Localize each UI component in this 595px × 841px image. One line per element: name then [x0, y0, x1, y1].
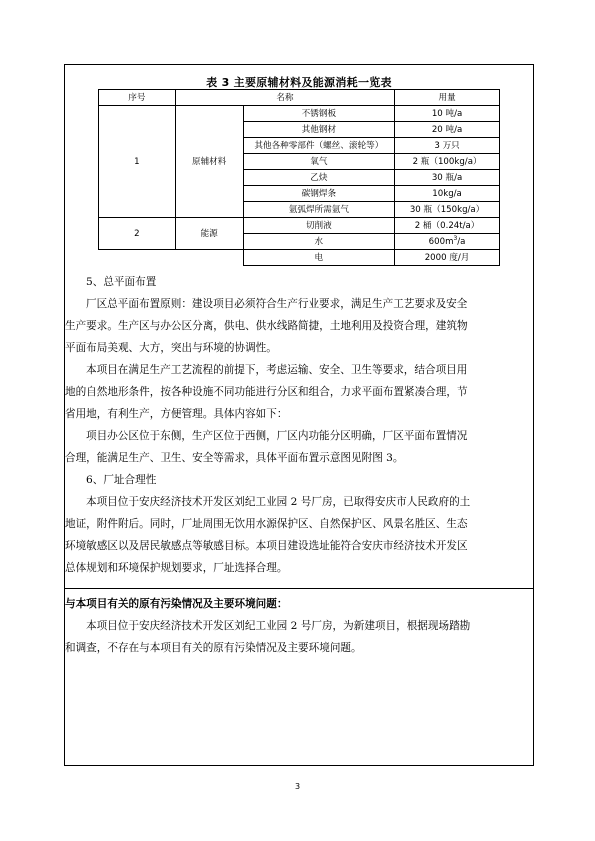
section-heading: 5、总平面布置 — [86, 276, 157, 288]
header-name: 名称 — [175, 90, 394, 106]
table-row — [99, 250, 500, 266]
usage-superscript: 3 — [453, 234, 458, 242]
item-name: 碳钢焊条 — [243, 186, 395, 202]
paragraph-line: 本项目位于安庆经济技术开发区刘纪工业园 2 号厂房，为新建项目，根据现场踏勘 — [86, 620, 471, 632]
content-frame — [64, 64, 534, 766]
group-category: 能源 — [175, 218, 243, 250]
paragraph-line: 本项目位于安庆经济技术开发区刘纪工业园 2 号厂房，已取得安庆市人民政府的土 — [86, 496, 471, 508]
paragraph-line: 地的自然地形条件，按各种设施不同功能进行分区和组合，力求平面布置紧凑合理，节 — [65, 386, 468, 398]
item-name: 氧气 — [243, 154, 395, 170]
table-header-row — [99, 90, 500, 106]
paragraph-line: 项目办公区位于东侧，生产区位于西侧，厂区内功能分区明确，厂区平面布置情况 — [86, 430, 468, 442]
group-seq: 1 — [99, 106, 176, 218]
group-category: 原辅材料 — [175, 106, 243, 218]
usage-value: 600m — [428, 236, 454, 247]
item-name: 乙炔 — [243, 170, 395, 186]
section-pollution — [65, 593, 533, 659]
item-usage: 30 瓶（150kg/a） — [395, 202, 500, 218]
page-number: 3 — [294, 782, 301, 791]
paragraph-line: 环境敏感区以及居民敏感点等敏感目标。本项目建设选址能符合安庆市经济技术开发区 — [65, 540, 468, 552]
table-row — [99, 218, 500, 234]
item-usage: 3 万只 — [395, 138, 500, 154]
header-usage: 用量 — [395, 90, 500, 106]
table-title: 表 3 主要原辅材料及能源消耗一览表 — [206, 76, 392, 89]
section-layout — [65, 271, 533, 579]
group-seq: 2 — [99, 218, 176, 250]
materials-table — [98, 89, 500, 266]
blank-cell — [175, 250, 243, 266]
section-divider — [65, 588, 533, 589]
item-name: 切削液 — [243, 218, 395, 234]
paragraph-line: 平面布局美观、大方，突出与环境的协调性。 — [65, 342, 277, 354]
paragraph-line: 厂区总平面布置原则：建设项目必须符合生产行业要求，满足生产工艺要求及安全 — [86, 298, 468, 310]
item-usage: 10 吨/a — [395, 106, 500, 122]
item-usage: 30 瓶/a — [395, 170, 500, 186]
item-name: 其他各种零部件（螺丝、滚轮等） — [243, 138, 395, 154]
item-name: 水 — [243, 234, 395, 250]
paragraph-line: 合理，能满足生产、卫生、安全等需求，具体平面布置示意图见附图 3。 — [65, 452, 404, 464]
section-heading: 与本项目有关的原有污染情况及主要环境问题： — [65, 598, 288, 610]
paragraph-line: 总体规划和环境保护规划要求，厂址选择合理。 — [65, 562, 288, 574]
item-usage: 2 桶（0.24t/a） — [395, 218, 500, 234]
item-usage — [395, 234, 500, 250]
blank-cell — [99, 250, 176, 266]
paragraph-line: 省用地，有利生产，方便管理。具体内容如下： — [65, 408, 288, 420]
item-usage: 2 瓶（100kg/a） — [395, 154, 500, 170]
paragraph-line: 本项目在满足生产工艺流程的前提下，考虑运输、安全、卫生等要求，结合项目用 — [86, 364, 468, 376]
item-usage: 10kg/a — [395, 186, 500, 202]
header-seq: 序号 — [99, 90, 176, 106]
paragraph-line: 地证，附件附后。同时，厂址周围无饮用水源保护区、自然保护区、风景名胜区、生态 — [65, 518, 468, 530]
item-usage: 20 吨/a — [395, 122, 500, 138]
item-name: 氩弧焊所需氩气 — [243, 202, 395, 218]
paragraph-line: 和调查，不存在与本项目有关的原有污染情况及主要环境问题。 — [65, 642, 362, 654]
section-heading: 6、厂址合理性 — [86, 474, 157, 486]
item-usage: 2000 度/月 — [395, 250, 500, 266]
table-row — [99, 106, 500, 122]
item-name: 电 — [243, 250, 395, 266]
item-name: 其他钢材 — [243, 122, 395, 138]
paragraph-line: 生产要求。生产区与办公区分离，供电、供水线路简捷，土地利用及投资合理，建筑物 — [65, 320, 468, 332]
item-name: 不锈钢板 — [243, 106, 395, 122]
usage-unit: /a — [457, 236, 466, 247]
